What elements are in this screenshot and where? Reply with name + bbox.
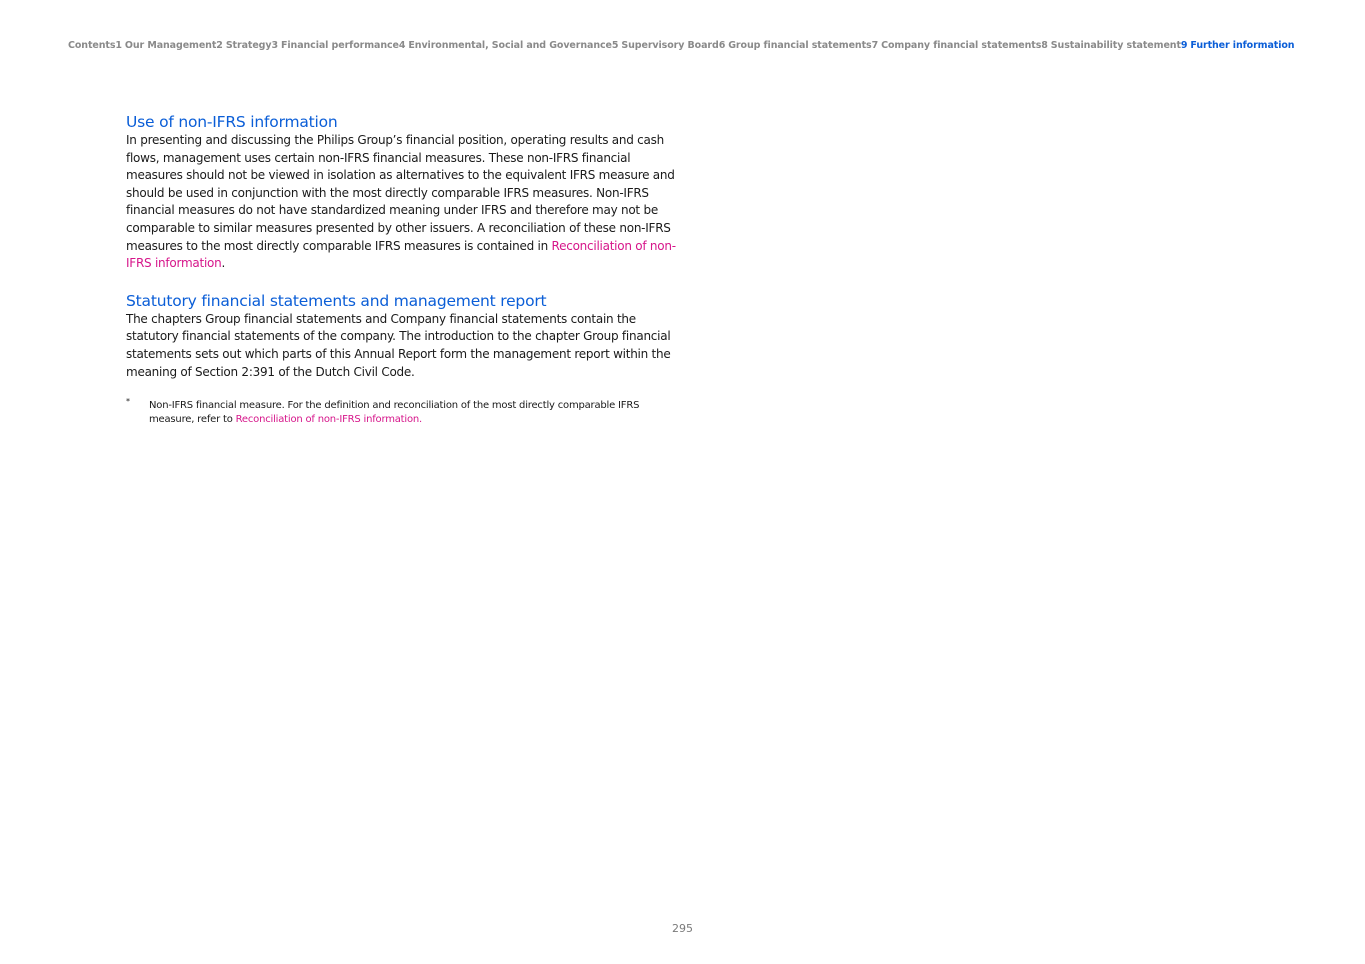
nav-item-number: 9	[1180, 39, 1188, 51]
nav-item-label: Financial performance	[281, 39, 399, 51]
nav-item-number: 2	[216, 39, 223, 51]
footnote-mark: *	[126, 397, 130, 407]
nav-item-number: 1	[115, 39, 122, 51]
nav-item-label: Environmental, Social and Governance	[408, 39, 612, 51]
nav-item-number: 8	[1041, 39, 1048, 51]
section-body: The chapters Group financial statements and Company financial statements contain the statutory financial statements of the company. The introduction to the chapter Group financial statements sets out which parts of this Annual Report form the management report within the meaning of Section 2:391 of the Dutch Civil Code.	[126, 311, 671, 379]
section-body	[126, 132, 686, 273]
nav-item-label: Group financial statements	[728, 39, 872, 51]
nav-item-company-financial-statements[interactable]	[872, 40, 1042, 51]
footnote	[126, 399, 686, 427]
chapter-navigation	[68, 38, 1295, 52]
nav-item-financial-performance[interactable]	[271, 40, 398, 51]
nav-item-label: Supervisory Board	[621, 39, 719, 51]
nav-item-label: Further information	[1190, 39, 1295, 51]
nav-item-group-financial-statements[interactable]	[719, 40, 872, 51]
section-title: Statutory financial statements and management report	[126, 291, 547, 310]
nav-item-number: 7	[871, 39, 879, 51]
nav-item-label: Company financial statements	[881, 39, 1042, 51]
section-non-ifrs	[126, 112, 686, 273]
nav-item-label: Sustainability statement	[1050, 39, 1181, 51]
nav-item-number: 6	[718, 39, 726, 51]
nav-contents[interactable]: Contents	[68, 39, 116, 51]
nav-item-esg[interactable]	[399, 40, 612, 51]
nav-item-supervisory-board[interactable]	[612, 40, 719, 51]
nav-item-number: 4	[398, 39, 406, 51]
nav-item-label: Strategy	[225, 39, 272, 51]
main-content	[126, 112, 686, 427]
nav-item-further-information[interactable]	[1181, 40, 1295, 51]
nav-item-strategy[interactable]	[216, 40, 271, 51]
nav-item-number: 3	[271, 39, 278, 51]
nav-item-label: Our Management	[124, 39, 217, 51]
body-text-end: .	[221, 256, 226, 271]
footnote-text: Non-IFRS financial measure. For the definition and reconciliation of the most directly comparable IFRS measure, refer to	[149, 400, 640, 426]
footnote-reconciliation-link[interactable]: Reconciliation of non-IFRS information.	[235, 414, 422, 426]
nav-item-sustainability-statement[interactable]	[1041, 40, 1181, 51]
nav-item-number: 5	[611, 39, 619, 51]
page-number: 295	[672, 922, 693, 935]
section-statutory	[126, 291, 686, 381]
nav-item-our-management[interactable]	[115, 40, 216, 51]
body-text: In presenting and discussing the Philips Group’s financial position, operating results and cash flows, management uses certain non-IFRS financial measures. These non-IFRS financial measures should not be viewed in isolation as alternatives to the equivalent IFRS measure and should be used in conjunction with the most directly comparable IFRS measures. Non-IFRS financial measures do not have standardized meaning under IFRS and therefore may not be comparable to similar measures presented by other issuers. A reconciliation of these non-IFRS measures to the most directly comparable IFRS measures is contained in	[126, 133, 675, 253]
section-title: Use of non-IFRS information	[126, 113, 338, 131]
reconciliation-link[interactable]: Reconciliation of non-IFRS information	[126, 238, 676, 271]
